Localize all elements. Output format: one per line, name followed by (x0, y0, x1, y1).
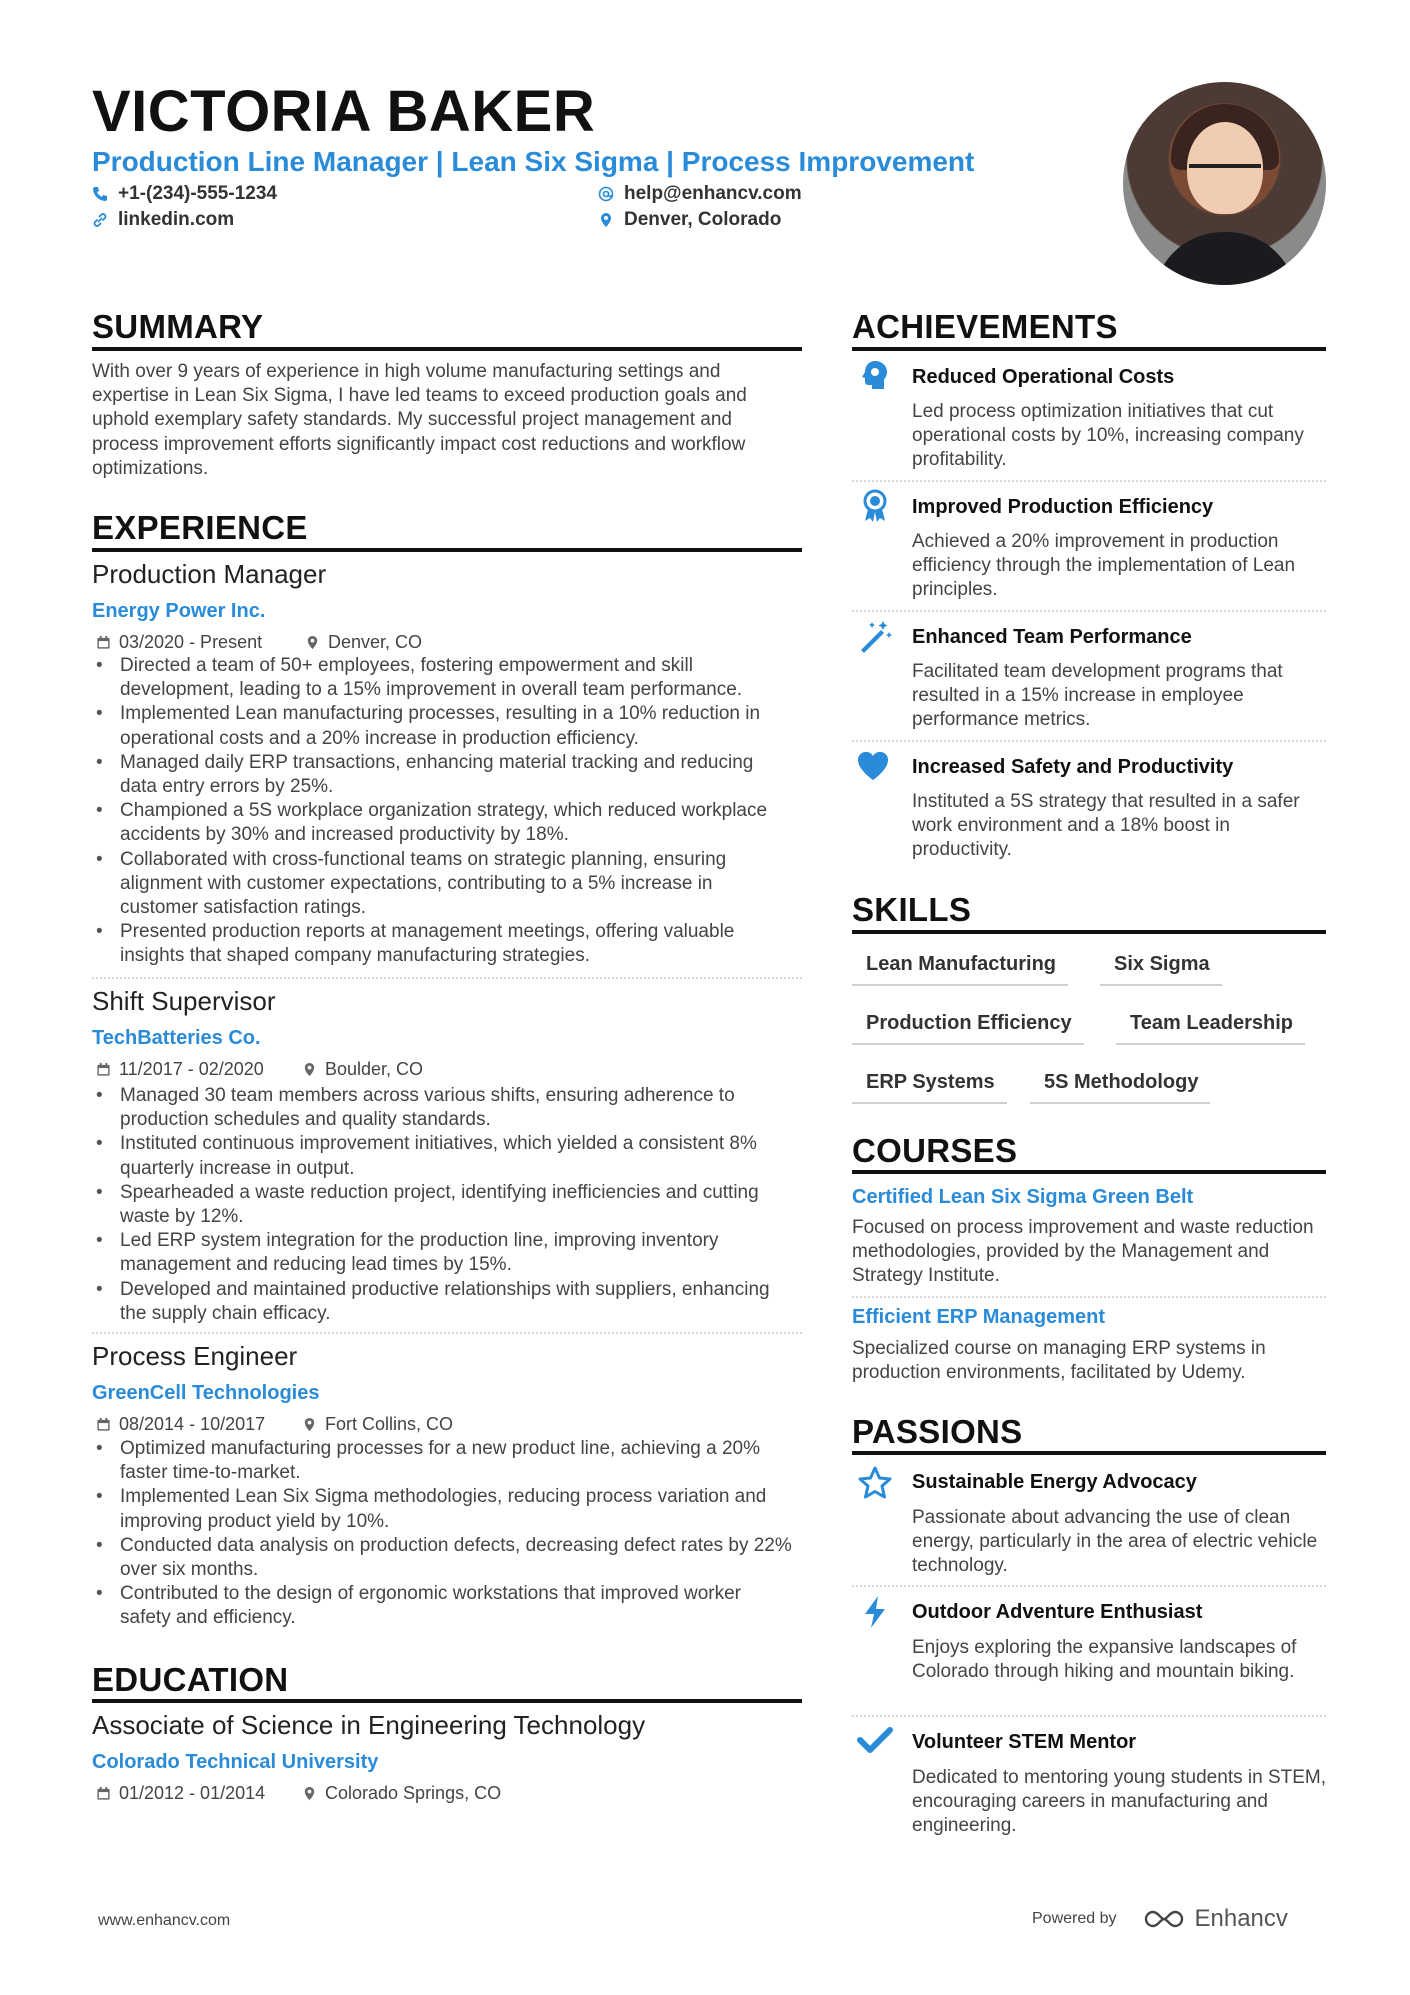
achievements-rule (852, 347, 1326, 351)
lightning-icon (857, 1594, 893, 1630)
job-role: Process Engineer (92, 1341, 298, 1371)
star-icon (857, 1465, 893, 1501)
job-company: Energy Power Inc. (92, 600, 266, 622)
divider (92, 1332, 802, 1334)
skills-title: SKILLS (852, 891, 972, 928)
headline: Production Line Manager | Lean Six Sigma | Process Improvement (92, 146, 975, 177)
experience-title: EXPERIENCE (92, 509, 308, 546)
job-bullets (92, 654, 792, 969)
skill-tag: 5S Methodology (1030, 1072, 1210, 1104)
skill-tag: Production Efficiency (852, 1013, 1084, 1045)
passion-desc: Passionate about advancing the use of clean energy, particularly in the area of electric vehicle technology. (912, 1507, 1318, 1577)
job-role: Shift Supervisor (92, 986, 276, 1016)
list-item: • Contributed to the design of ergonomic workstations that improved worker safety and efficiency. (92, 1582, 792, 1630)
achievement-desc: Achieved a 20% improvement in production efficiency through the implementation of Lean principles. (912, 531, 1296, 601)
passion-title: Sustainable Energy Advocacy (912, 1471, 1197, 1493)
passion-title: Volunteer STEM Mentor (912, 1731, 1137, 1753)
profile-photo (1123, 82, 1326, 285)
enhancv-logo-icon (1141, 1908, 1187, 1930)
divider (92, 977, 802, 979)
passion-title: Outdoor Adventure Enthusiast (912, 1601, 1203, 1623)
achievement-title: Enhanced Team Performance (912, 626, 1192, 648)
contact-linkedin (92, 210, 234, 229)
summary-title: SUMMARY (92, 308, 264, 345)
brand-name: Enhancv (1194, 1905, 1288, 1932)
job-role: Production Manager (92, 559, 327, 589)
footer-website[interactable]: www.enhancv.com (98, 1912, 231, 1929)
location-pin-icon (598, 212, 614, 228)
email-text: help@enhancv.com (624, 183, 802, 204)
list-item: • Managed daily ERP transactions, enhancing material tracking and reducing data entry errors by 25%. (92, 751, 792, 799)
course-desc: Focused on process improvement and waste reduction methodologies, provided by the Management and Strategy Institute. (852, 1217, 1314, 1287)
location-pin-icon (302, 1786, 317, 1801)
heart-icon (855, 748, 891, 784)
achievement-title: Reduced Operational Costs (912, 366, 1175, 388)
list-item: • Collaborated with cross-functional teams on strategic planning, ensuring alignment with customer expectations, contributing to a 5% increase in customer satisfaction ratings. (92, 848, 792, 921)
skills-rule (852, 930, 1326, 934)
summary-rule (92, 347, 802, 351)
course-desc: Specialized course on managing ERP systems in production environments, facilitated by Udemy. (852, 1338, 1266, 1384)
linkedin-text: linkedin.com (118, 209, 235, 230)
location-text: Denver, Colorado (624, 209, 782, 230)
achievement-title: Improved Production Efficiency (912, 496, 1214, 518)
achievement-desc: Instituted a 5S strategy that resulted in a safer work environment and a 18% boost in productivity. (912, 791, 1300, 861)
education-school: Colorado Technical University (92, 1751, 379, 1773)
calendar-icon (96, 635, 111, 650)
divider (852, 610, 1326, 612)
location-pin-icon (302, 1417, 317, 1432)
course-title: Certified Lean Six Sigma Green Belt (852, 1186, 1194, 1208)
list-item: • Spearheaded a waste reduction project, identifying inefficiencies and cutting waste by 12%. (92, 1181, 792, 1229)
list-item: • Managed 30 team members across various shifts, ensuring adherence to production schedules and quality standards. (92, 1084, 792, 1132)
education-rule (92, 1699, 802, 1703)
achievements-title: ACHIEVEMENTS (852, 308, 1118, 345)
job-dates: 03/2020 - Present (96, 633, 262, 651)
powered-by-text: Powered by (1032, 1910, 1117, 1927)
passion-desc: Enjoys exploring the expansive landscapes of Colorado through hiking and mountain biking. (912, 1637, 1297, 1683)
list-item: • Directed a team of 50+ employees, fostering empowerment and skill development, leading to a 15% improvement in overall team performance. (92, 654, 792, 702)
summary-text: With over 9 years of experience in high volume manufacturing settings and expertise in Lean Six Sigma, I have led teams to exceed production goals and uphold exemplary safety standards. My successful project management and process improvement efforts significantly impact cost reductions and workflow optimizations. (92, 361, 747, 479)
job-location: Boulder, CO (302, 1060, 423, 1078)
passions-title: PASSIONS (852, 1413, 1023, 1450)
calendar-icon (96, 1786, 111, 1801)
at-icon (598, 186, 614, 202)
magic-wand-icon (857, 618, 893, 654)
passion-desc: Dedicated to mentoring young students in STEM, encouraging careers in manufacturing and engineering. (912, 1767, 1327, 1837)
job-company: TechBatteries Co. (92, 1027, 261, 1049)
education-title: EDUCATION (92, 1661, 289, 1698)
calendar-icon (96, 1062, 111, 1077)
list-item: • Developed and maintained productive relationships with suppliers, enhancing the supply chain efficacy. (92, 1278, 792, 1326)
skill-tag: ERP Systems (852, 1072, 1007, 1104)
award-ribbon-icon (857, 488, 893, 524)
contact-location (598, 210, 781, 229)
divider (852, 740, 1326, 742)
calendar-icon (96, 1417, 111, 1432)
courses-title: COURSES (852, 1132, 1018, 1169)
head-gear-icon (857, 358, 893, 394)
list-item: • Led ERP system integration for the production line, improving inventory management and reducing lead times by 15%. (92, 1229, 792, 1277)
list-item: • Championed a 5S workplace organization strategy, which reduced workplace accidents by 30% and increased productivity by 18%. (92, 799, 792, 847)
skill-tag: Team Leadership (1116, 1013, 1305, 1045)
education-degree: Associate of Science in Engineering Technology (92, 1710, 646, 1740)
passions-rule (852, 1451, 1326, 1455)
checkmark-icon (857, 1722, 893, 1758)
courses-rule (852, 1170, 1326, 1174)
experience-rule (92, 548, 802, 552)
course-title: Efficient ERP Management (852, 1306, 1106, 1328)
job-location: Fort Collins, CO (302, 1415, 453, 1433)
job-dates: 11/2017 - 02/2020 (96, 1060, 264, 1078)
contact-email (598, 184, 802, 203)
achievement-title: Increased Safety and Productivity (912, 756, 1234, 778)
job-bullets (92, 1437, 792, 1631)
phone-text: +1-(234)-555-1234 (118, 183, 277, 204)
job-dates: 08/2014 - 10/2017 (96, 1415, 265, 1433)
list-item: • Implemented Lean Six Sigma methodologies, reducing process variation and improving product yield by 10%. (92, 1485, 792, 1533)
divider (852, 480, 1326, 482)
divider (852, 1585, 1326, 1587)
divider (852, 1296, 1326, 1298)
candidate-name: VICTORIA BAKER (92, 79, 596, 144)
education-location: Colorado Springs, CO (302, 1784, 501, 1802)
list-item: • Implemented Lean manufacturing processes, resulting in a 10% reduction in operational costs and a 20% increase in production efficiency. (92, 702, 792, 750)
education-dates: 01/2012 - 01/2014 (96, 1784, 265, 1802)
contact-phone (92, 184, 277, 203)
job-bullets (92, 1084, 792, 1326)
link-icon (92, 212, 108, 228)
divider (852, 1715, 1326, 1717)
skill-tag: Six Sigma (1100, 954, 1222, 986)
list-item: • Instituted continuous improvement initiatives, which yielded a consistent 8% quarterly increase in output. (92, 1132, 792, 1180)
achievement-desc: Facilitated team development programs that resulted in a 15% increase in employee performance metrics. (912, 661, 1283, 731)
achievement-desc: Led process optimization initiatives that cut operational costs by 10%, increasing company profitability. (912, 401, 1304, 471)
location-pin-icon (302, 1062, 317, 1077)
skill-tag: Lean Manufacturing (852, 954, 1068, 986)
location-pin-icon (305, 635, 320, 650)
job-location: Denver, CO (305, 633, 422, 651)
footer-branding (1032, 1905, 1288, 1933)
list-item: • Presented production reports at management meetings, offering valuable insights that shaped company manufacturing strategies. (92, 920, 792, 968)
list-item: • Optimized manufacturing processes for a new product line, achieving a 20% faster time-to-market. (92, 1437, 792, 1485)
job-company: GreenCell Technologies (92, 1382, 320, 1404)
phone-icon (92, 186, 108, 202)
list-item: • Conducted data analysis on production defects, decreasing defect rates by 22% over six months. (92, 1534, 792, 1582)
brand-logo (1141, 1905, 1288, 1933)
